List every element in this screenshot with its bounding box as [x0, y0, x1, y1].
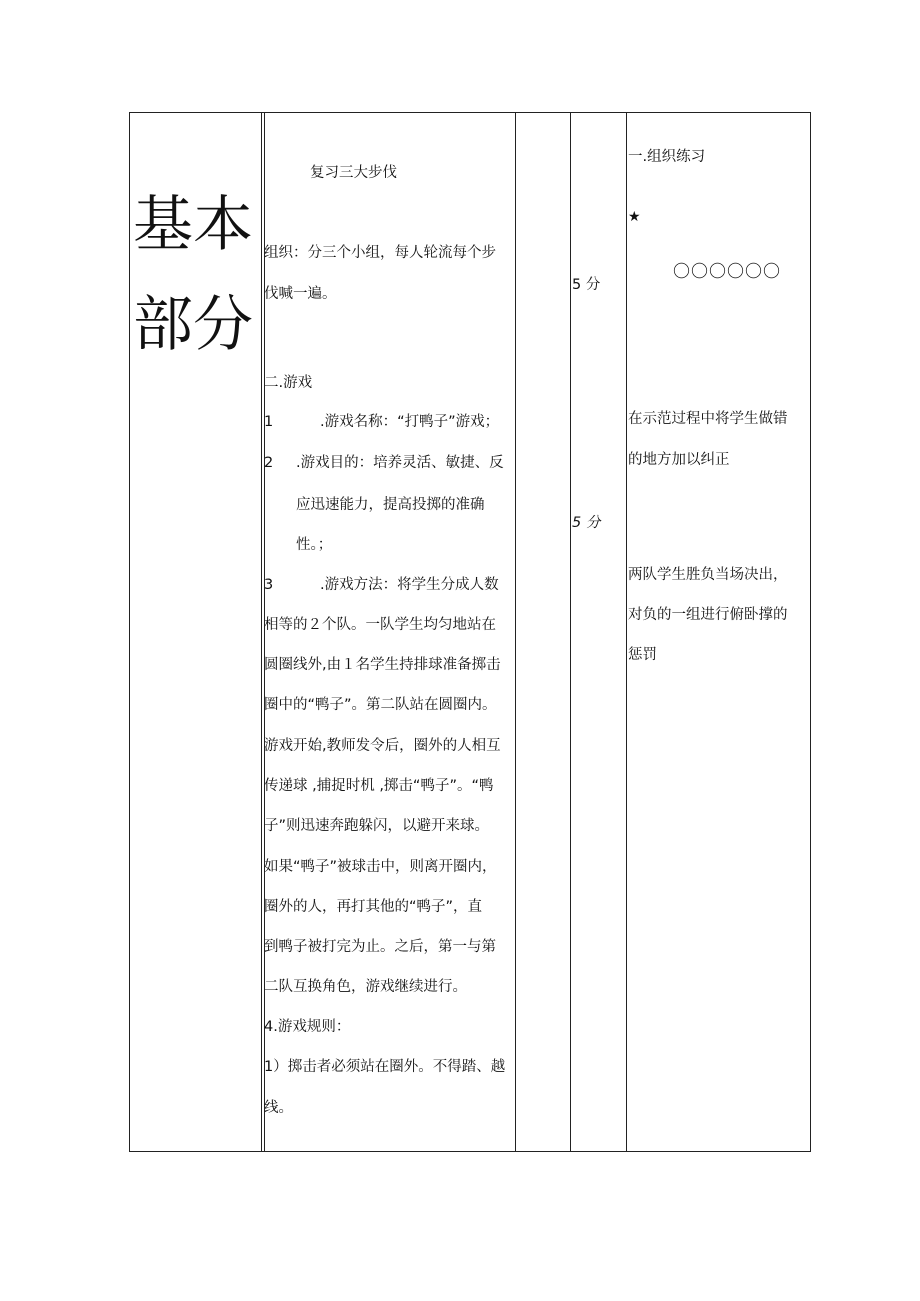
method-line: 传递球 ,捕捉时机 ,掷击“鸭子”。“鸭 — [264, 778, 494, 794]
section-label — [133, 175, 253, 375]
method-line: 圈中的“鸭子”。第二队站在圆圈内。 — [264, 697, 497, 713]
rule-line: 1）掷击者必须站在圈外。不得踏、越 — [264, 1059, 506, 1075]
notes-line: 惩罚 — [628, 647, 657, 663]
column-divider — [515, 113, 516, 1151]
method-line: 到鸭子被打完为止。之后，第一与第 — [264, 939, 496, 955]
item-number: 1 — [264, 414, 274, 430]
item-text: 性。； — [296, 537, 333, 553]
method-line: 如果“鸭子”被球击中，则离开圈内， — [264, 859, 497, 875]
teacher-star-icon: ★ — [628, 209, 641, 225]
rules-title: 4.游戏规则： — [264, 1019, 351, 1035]
notes-line: 两队学生胜负当场决出， — [628, 567, 788, 583]
game-title: 二.游戏 — [264, 375, 313, 391]
rule-line: 线。 — [264, 1100, 293, 1116]
notes-line: 在示范过程中将学生做错 — [628, 411, 788, 427]
notes-line: 对负的一组进行俯卧撑的 — [628, 607, 788, 623]
item-number: 2 — [264, 455, 274, 471]
student-formation: 〇〇〇〇〇〇 — [673, 262, 781, 282]
section-label-line2: 部分 — [133, 290, 253, 360]
method-line: 相等的２个队。一队学生均匀地站在 — [264, 617, 496, 633]
method-line: 子”则迅速奔跑躲闪，以避开来球。 — [264, 818, 490, 834]
method-line: 游戏开始,教师发令后，圈外的人相互 — [264, 738, 501, 754]
organization-line: 伐喊一遍。 — [264, 286, 337, 302]
item-number: 3 — [264, 577, 274, 593]
notes-org-title: 一.组织练习 — [628, 149, 706, 165]
organization-line: 组织：分三个小组，每人轮流每个步 — [264, 245, 496, 261]
method-line: 二队互换角色，游戏继续进行。 — [264, 979, 467, 995]
item-text: .游戏名称：“打鸭子”游戏； — [320, 414, 500, 430]
time-value: 5 分 — [572, 515, 601, 531]
item-text: .游戏方法：将学生分成人数 — [320, 577, 499, 593]
item-text: 应迅速能力，提高投掷的准确 — [296, 497, 485, 513]
column-divider — [626, 113, 627, 1151]
method-line: 圆圈线外,由１名学生持排球准备掷击 — [264, 657, 501, 673]
time-value: 5 分 — [572, 277, 601, 293]
method-line: 圈外的人，再打其他的“鸭子”，直 — [264, 899, 483, 915]
content-heading: 复习三大步伐 — [310, 165, 397, 181]
column-divider — [570, 113, 571, 1151]
lesson-plan-table — [129, 112, 811, 1152]
notes-line: 的地方加以纠正 — [628, 452, 730, 468]
section-label-line1: 基本 — [133, 190, 253, 260]
item-text: .游戏目的：培养灵活、敏捷、反 — [296, 455, 504, 471]
